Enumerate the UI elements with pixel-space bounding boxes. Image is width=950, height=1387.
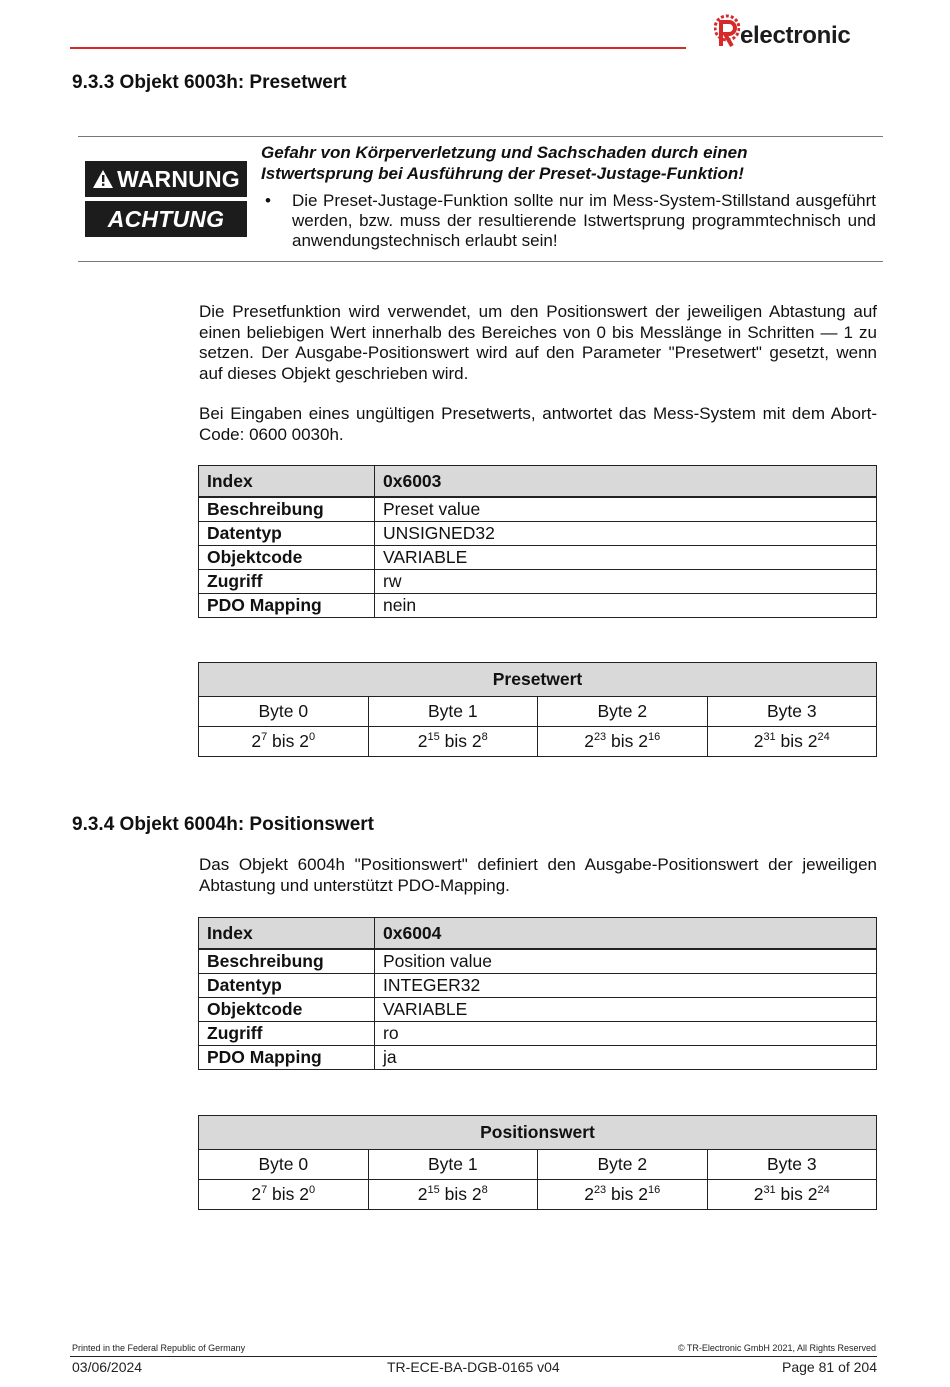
table-row <box>199 1046 877 1070</box>
object-table-6004 <box>198 917 877 1070</box>
range-text: 2 <box>471 1184 482 1204</box>
section-title-6004: 9.3.4 Objekt 6004h: Positionswert <box>72 814 374 835</box>
byte-table-positionswert <box>198 1115 877 1210</box>
byte-range-cell <box>538 1180 708 1210</box>
table-key-cell: Zugriff <box>199 570 375 594</box>
table-row <box>199 497 877 522</box>
range-text: 2 <box>584 731 594 751</box>
byte-range-cell <box>538 727 708 757</box>
byte-label-row <box>199 1150 877 1180</box>
warning-bullet-text: Die Preset-Justage-Funktion sollte nur im Mess-System-Stillstand ausgeführt werden, bzw. muss der resultierende Istwertsprung programmtechnisch und anwendungstechnisch erlaubt sein! <box>292 191 876 250</box>
table-key-cell: Datentyp <box>199 974 375 998</box>
byte-range-cell <box>199 727 369 757</box>
range-text: 2 <box>753 1184 764 1204</box>
table-value-cell: UNSIGNED32 <box>375 522 877 546</box>
range-text: 2 <box>753 731 764 751</box>
table-key-cell: Index <box>199 918 375 950</box>
exponent: 8 <box>481 731 488 744</box>
byte-range-row <box>199 727 877 757</box>
exponent: 24 <box>817 731 830 744</box>
table-value-cell: ro <box>375 1022 877 1046</box>
exponent: 0 <box>309 1184 316 1197</box>
range-text: 2 <box>807 731 818 751</box>
byte-table-title: Positionswert <box>199 1116 877 1150</box>
range-text: 2 <box>299 731 310 751</box>
table-value-cell: 0x6003 <box>375 466 877 498</box>
table-key-cell: PDO Mapping <box>199 594 375 618</box>
exponent: 8 <box>481 1184 488 1197</box>
caution-badge <box>85 201 247 237</box>
table-row <box>199 570 877 594</box>
range-text: 2 <box>807 1184 818 1204</box>
table-row <box>199 949 877 974</box>
range-text: 2 <box>417 731 428 751</box>
byte-label-cell: Byte 0 <box>199 1150 369 1180</box>
table-key-cell: Beschreibung <box>199 497 375 522</box>
table-row <box>199 546 877 570</box>
byte-label-cell: Byte 1 <box>368 1150 538 1180</box>
range-text: 2 <box>417 1184 428 1204</box>
paragraph-abort-code: Bei Eingaben eines ungültigen Presetwerts, antwortet das Mess-System mit dem Abort-Code: 0600 0030h. <box>199 404 877 444</box>
range-text: 2 <box>638 731 649 751</box>
range-text: bis <box>439 731 472 751</box>
table-key-cell: PDO Mapping <box>199 1046 375 1070</box>
warning-bullet <box>261 191 876 251</box>
footer-doc-id: TR-ECE-BA-DGB-0165 v04 <box>387 1359 560 1375</box>
exponent: 0 <box>309 731 316 744</box>
byte-range-row <box>199 1180 877 1210</box>
table-key-cell: Objektcode <box>199 998 375 1022</box>
range-text: 2 <box>471 731 482 751</box>
object-table-6003 <box>198 465 877 618</box>
warning-title: Gefahr von Körperverletzung und Sachschaden durch einen Istwertsprung bei Ausführung der Preset-Justage-Funktion! <box>261 143 748 183</box>
table-row <box>199 918 877 950</box>
byte-table-header-row <box>199 663 877 697</box>
table-row <box>199 998 877 1022</box>
byte-table-title: Presetwert <box>199 663 877 697</box>
byte-label-row <box>199 697 877 727</box>
exponent: 15 <box>427 1184 440 1197</box>
footer-copyright: © TR-Electronic GmbH 2021, All Rights Reserved <box>677 1343 876 1353</box>
exponent: 31 <box>763 731 776 744</box>
range-text: bis <box>606 731 639 751</box>
range-text: bis <box>267 731 300 751</box>
footer-page-number: Page 81 of 204 <box>782 1359 877 1375</box>
byte-table-header-row <box>199 1116 877 1150</box>
range-text: bis <box>775 731 808 751</box>
range-text: 2 <box>251 1184 262 1204</box>
byte-table-presetwert <box>198 662 877 757</box>
warning-badge-label: WARNUNG <box>117 165 240 192</box>
table-value-cell: INTEGER32 <box>375 974 877 998</box>
exponent: 23 <box>593 1184 607 1197</box>
tr-logo-icon <box>714 14 740 48</box>
range-text: 2 <box>584 1184 594 1204</box>
byte-label-cell: Byte 2 <box>538 1150 708 1180</box>
table-value-cell: rw <box>375 570 877 594</box>
exponent: 7 <box>261 1184 268 1197</box>
byte-label-cell: Byte 2 <box>538 697 708 727</box>
table-value-cell: VARIABLE <box>375 546 877 570</box>
warning-box <box>78 136 883 262</box>
section-title-6003: 9.3.3 Objekt 6003h: Presetwert <box>72 72 347 93</box>
table-row <box>199 466 877 498</box>
footer-rule <box>70 1356 877 1357</box>
table-row <box>199 522 877 546</box>
range-text: 2 <box>251 731 262 751</box>
table-row <box>199 594 877 618</box>
warning-triangle-icon <box>92 169 114 189</box>
byte-label-cell: Byte 1 <box>368 697 538 727</box>
bullet-dot-icon: • <box>265 191 271 210</box>
byte-label-cell: Byte 3 <box>707 697 877 727</box>
warning-badge <box>85 161 247 197</box>
byte-range-cell <box>199 1180 369 1210</box>
byte-range-cell <box>368 727 538 757</box>
logo-text: electronic <box>740 22 851 49</box>
byte-range-cell <box>707 727 877 757</box>
table-row <box>199 1022 877 1046</box>
exponent: 16 <box>648 731 661 744</box>
range-text: 2 <box>299 1184 310 1204</box>
paragraph-positionswert: Das Objekt 6004h "Positionswert" definiert den Ausgabe-Positionswert der jeweiligen Abtastung und unterstützt PDO-Mapping. <box>199 855 877 895</box>
range-text: bis <box>267 1184 300 1204</box>
table-row <box>199 974 877 998</box>
byte-label-cell: Byte 0 <box>199 697 369 727</box>
caution-badge-label: ACHTUNG <box>107 205 225 232</box>
exponent: 15 <box>427 731 440 744</box>
exponent: 23 <box>593 731 607 744</box>
tr-electronic-logo <box>714 12 874 52</box>
paragraph-preset-function: Die Presetfunktion wird verwendet, um den Positionswert der jeweiligen Abtastung auf einen beliebigen Wert innerhalb des Bereiches von 0 bis Messlänge in Schritten — 1 zu setzen. Der Ausgabe-Positionswert wird auf den Parameter "Presetwert" gesetzt, wenn auf dieses Objekt geschrieben wird. <box>199 302 877 383</box>
table-value-cell: VARIABLE <box>375 998 877 1022</box>
header-rule <box>70 47 686 49</box>
exponent: 24 <box>817 1184 830 1197</box>
range-text: bis <box>775 1184 808 1204</box>
byte-range-cell <box>368 1180 538 1210</box>
range-text: 2 <box>638 1184 649 1204</box>
footer-date: 03/06/2024 <box>72 1359 143 1375</box>
byte-label-cell: Byte 3 <box>707 1150 877 1180</box>
table-key-cell: Beschreibung <box>199 949 375 974</box>
table-value-cell: 0x6004 <box>375 918 877 950</box>
table-value-cell: Preset value <box>375 497 877 522</box>
table-value-cell: Position value <box>375 949 877 974</box>
exponent: 31 <box>763 1184 776 1197</box>
table-key-cell: Datentyp <box>199 522 375 546</box>
range-text: bis <box>439 1184 472 1204</box>
table-value-cell: ja <box>375 1046 877 1070</box>
range-text: bis <box>606 1184 639 1204</box>
exponent: 16 <box>648 1184 661 1197</box>
table-value-cell: nein <box>375 594 877 618</box>
exponent: 7 <box>261 731 268 744</box>
table-key-cell: Index <box>199 466 375 498</box>
byte-range-cell <box>707 1180 877 1210</box>
table-key-cell: Objektcode <box>199 546 375 570</box>
footer-printed: Printed in the Federal Republic of Germany <box>72 1343 246 1353</box>
table-key-cell: Zugriff <box>199 1022 375 1046</box>
